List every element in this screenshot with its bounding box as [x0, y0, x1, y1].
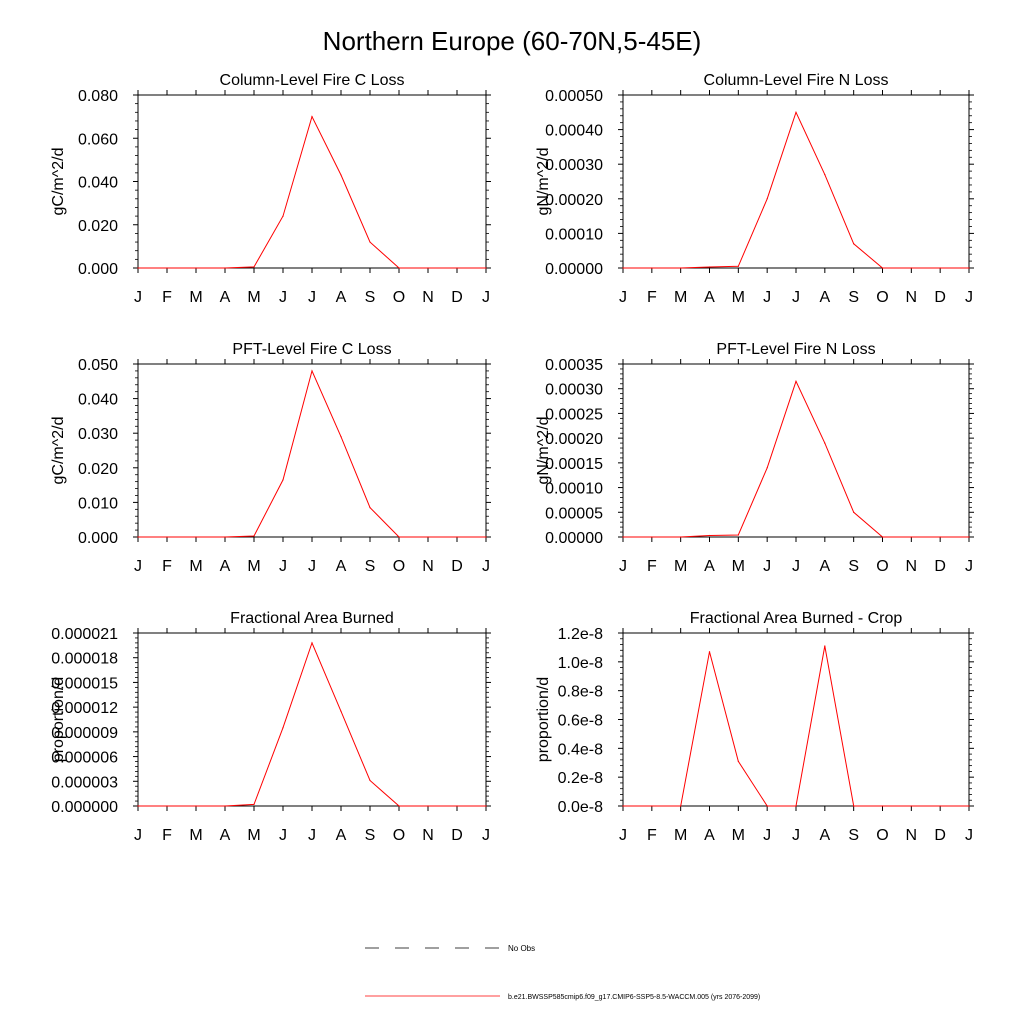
- y-tick-label: 0.000012: [51, 700, 118, 718]
- data-point: [911, 805, 912, 806]
- data-point: [166, 805, 167, 806]
- data-point: [137, 805, 138, 806]
- data-point: [853, 243, 854, 244]
- data-point: [282, 216, 283, 217]
- data-point: [369, 241, 370, 242]
- x-tick-label: A: [819, 289, 831, 306]
- data-point: [824, 442, 825, 443]
- x-tick-label: D: [934, 558, 946, 575]
- plot-frame: [138, 364, 486, 537]
- x-tick-label: N: [422, 558, 434, 575]
- data-point: [795, 805, 796, 806]
- data-point: [911, 267, 912, 268]
- x-tick-label: J: [965, 289, 973, 306]
- data-point: [882, 536, 883, 537]
- y-axis-label: proportion/d: [535, 676, 552, 763]
- panel-title: Fractional Area Burned: [230, 610, 394, 627]
- series-line: [138, 643, 486, 806]
- x-tick-label: M: [674, 558, 688, 575]
- y-tick-label: 0.00040: [545, 122, 603, 140]
- data-point: [166, 536, 167, 537]
- x-tick-label: A: [219, 289, 231, 306]
- x-tick-label: N: [422, 827, 434, 844]
- legend-label-no-obs: No Obs: [508, 944, 536, 953]
- x-tick-label: D: [451, 289, 463, 306]
- data-point: [882, 805, 883, 806]
- panel-grid: [50, 72, 974, 844]
- data-point: [311, 642, 312, 643]
- data-point: [253, 266, 254, 267]
- data-point: [940, 267, 941, 268]
- y-tick-label: 0.00005: [545, 505, 603, 523]
- y-tick-label: 0.000015: [51, 675, 118, 693]
- x-tick-label: A: [704, 289, 715, 306]
- x-tick-label: J: [763, 827, 772, 844]
- data-point: [911, 536, 912, 537]
- x-tick-label: J: [792, 289, 800, 306]
- x-tick-label: J: [482, 289, 490, 306]
- data-point: [824, 645, 825, 646]
- y-axis-label: gN/m^2/d: [535, 147, 552, 216]
- data-point: [824, 174, 825, 175]
- y-tick-label: 0.050: [77, 357, 118, 374]
- y-tick-label: 1.2e-8: [557, 626, 603, 643]
- data-point: [680, 805, 681, 806]
- panel-title: PFT-Level Fire C Loss: [232, 341, 392, 358]
- y-tick-label: 0.00030: [545, 157, 603, 175]
- data-point: [369, 780, 370, 781]
- data-point: [622, 805, 623, 806]
- x-tick-label: A: [819, 827, 831, 844]
- x-tick-label: J: [134, 827, 142, 844]
- x-tick-label: J: [482, 827, 490, 844]
- legend-label-model-run: b.e21.BWSSP585cmip6.f09_g17.CMIP6-SSP5-8.5-WACCM.005 (yrs 2076-2099): [508, 994, 761, 1001]
- y-tick-label: 0.6e-8: [557, 712, 603, 730]
- plot-frame: [623, 633, 969, 806]
- y-tick-label: 0.000000: [51, 799, 118, 816]
- data-point: [968, 267, 969, 268]
- y-tick-label: 0.00020: [545, 431, 603, 449]
- x-tick-label: J: [482, 558, 490, 575]
- x-tick-label: F: [162, 289, 172, 306]
- y-tick-label: 0.00050: [545, 88, 603, 105]
- x-tick-label: A: [219, 558, 231, 575]
- data-point: [224, 267, 225, 268]
- data-point: [369, 507, 370, 508]
- x-tick-label: O: [876, 558, 889, 575]
- data-point: [398, 536, 399, 537]
- y-tick-label: 1.0e-8: [557, 654, 603, 672]
- x-tick-label: N: [905, 289, 918, 306]
- x-tick-label: M: [674, 827, 688, 844]
- y-tick-label: 0.000: [77, 261, 118, 278]
- x-tick-label: J: [792, 827, 800, 844]
- x-tick-label: S: [364, 558, 376, 575]
- data-point: [340, 436, 341, 437]
- x-tick-label: S: [848, 827, 860, 844]
- figure-title: Northern Europe (60-70N,5-45E): [322, 26, 702, 56]
- x-tick-label: J: [279, 558, 287, 575]
- data-point: [738, 266, 739, 267]
- panel-column-level-fire-c-loss: [50, 72, 491, 306]
- data-point: [398, 805, 399, 806]
- x-tick-label: N: [905, 827, 918, 844]
- x-tick-label: N: [422, 289, 434, 306]
- x-tick-label: A: [335, 289, 347, 306]
- data-point: [853, 805, 854, 806]
- x-tick-label: J: [134, 558, 142, 575]
- x-tick-label: J: [619, 827, 627, 844]
- series-line: [138, 117, 486, 268]
- data-point: [853, 512, 854, 513]
- x-tick-label: F: [646, 558, 657, 575]
- x-tick-label: M: [247, 827, 261, 844]
- x-tick-label: M: [674, 289, 688, 306]
- x-tick-label: S: [364, 289, 376, 306]
- data-point: [651, 267, 652, 268]
- x-tick-label: M: [731, 289, 745, 306]
- y-tick-label: 0.00015: [545, 455, 603, 473]
- data-point: [485, 267, 486, 268]
- y-tick-label: 0.020: [77, 460, 118, 478]
- plot-frame: [138, 95, 486, 268]
- x-tick-label: F: [162, 558, 172, 575]
- data-point: [195, 805, 196, 806]
- y-tick-label: 0.00030: [545, 381, 603, 399]
- data-point: [651, 805, 652, 806]
- x-tick-label: A: [335, 827, 347, 844]
- x-tick-label: J: [763, 558, 772, 575]
- data-point: [680, 267, 681, 268]
- y-tick-label: 0.00010: [545, 226, 603, 244]
- x-tick-label: S: [364, 827, 376, 844]
- x-tick-label: J: [619, 558, 627, 575]
- y-tick-label: 0.8e-8: [557, 683, 603, 701]
- x-tick-label: J: [965, 827, 973, 844]
- data-point: [253, 804, 254, 805]
- y-tick-label: 0.4e-8: [557, 741, 603, 759]
- x-tick-label: N: [905, 558, 918, 575]
- x-tick-label: F: [646, 827, 657, 844]
- data-point: [427, 267, 428, 268]
- x-tick-label: F: [646, 289, 657, 306]
- data-point: [485, 805, 486, 806]
- data-point: [195, 536, 196, 537]
- x-tick-label: J: [619, 289, 627, 306]
- x-tick-label: J: [134, 289, 142, 306]
- data-point: [166, 267, 167, 268]
- data-point: [767, 467, 768, 468]
- x-tick-label: A: [704, 827, 715, 844]
- data-point: [680, 536, 681, 537]
- data-point: [427, 805, 428, 806]
- y-tick-label: 0.000: [77, 530, 118, 547]
- data-point: [398, 267, 399, 268]
- data-point: [795, 381, 796, 382]
- plot-frame: [623, 95, 969, 268]
- legend-item-no-obs: [365, 944, 535, 953]
- series-line: [623, 381, 969, 537]
- data-point: [622, 536, 623, 537]
- y-tick-label: 0.000006: [51, 749, 118, 767]
- data-point: [940, 805, 941, 806]
- x-tick-label: D: [451, 558, 463, 575]
- data-point: [427, 536, 428, 537]
- y-axis-label: gC/m^2/d: [50, 147, 67, 216]
- y-tick-label: 0.00035: [545, 357, 603, 374]
- legend: [365, 944, 760, 1001]
- y-tick-label: 0.2e-8: [557, 770, 603, 788]
- y-tick-label: 0.000009: [51, 724, 118, 742]
- plot-frame: [623, 364, 969, 537]
- x-tick-label: M: [731, 827, 745, 844]
- data-point: [968, 805, 969, 806]
- x-tick-label: J: [792, 558, 800, 575]
- data-point: [137, 536, 138, 537]
- data-point: [738, 534, 739, 535]
- x-tick-label: M: [731, 558, 745, 575]
- panel-column-level-fire-n-loss: [535, 72, 974, 306]
- y-tick-label: 0.000018: [51, 650, 118, 668]
- data-point: [795, 112, 796, 113]
- data-point: [311, 116, 312, 117]
- series-line: [138, 371, 486, 537]
- data-point: [456, 536, 457, 537]
- series-line: [623, 646, 969, 806]
- data-point: [767, 198, 768, 199]
- panel-fractional-area-burned-crop: [535, 610, 974, 844]
- data-point: [224, 536, 225, 537]
- y-axis-label: gC/m^2/d: [50, 416, 67, 485]
- data-point: [709, 266, 710, 267]
- data-point: [738, 761, 739, 762]
- y-tick-label: 0.010: [77, 495, 118, 513]
- x-tick-label: J: [308, 827, 316, 844]
- data-point: [651, 536, 652, 537]
- x-tick-label: A: [819, 558, 831, 575]
- y-axis-label: proportion/d: [50, 676, 67, 763]
- panel-fractional-area-burned: [50, 610, 491, 844]
- panel-title: Column-Level Fire N Loss: [703, 72, 889, 89]
- data-point: [622, 267, 623, 268]
- x-tick-label: J: [308, 558, 316, 575]
- y-tick-label: 0.00000: [545, 530, 603, 547]
- y-tick-label: 0.000021: [51, 626, 118, 643]
- x-tick-label: M: [247, 558, 261, 575]
- x-tick-label: S: [848, 289, 860, 306]
- x-tick-label: D: [934, 827, 946, 844]
- y-tick-label: 0.040: [77, 391, 118, 409]
- x-tick-label: D: [451, 827, 463, 844]
- panel-title: Fractional Area Burned - Crop: [689, 610, 903, 627]
- data-point: [224, 805, 225, 806]
- x-tick-label: D: [934, 289, 946, 306]
- data-point: [485, 536, 486, 537]
- legend-item-model-run: [365, 994, 760, 1001]
- y-tick-label: 0.0e-8: [557, 799, 603, 816]
- x-tick-label: A: [704, 558, 715, 575]
- data-point: [195, 267, 196, 268]
- panel-pft-level-fire-c-loss: [50, 341, 491, 575]
- data-point: [968, 536, 969, 537]
- data-point: [137, 267, 138, 268]
- y-axis-label: gN/m^2/d: [535, 416, 552, 485]
- y-tick-label: 0.020: [77, 217, 118, 235]
- x-tick-label: S: [848, 558, 860, 575]
- data-point: [282, 479, 283, 480]
- y-tick-label: 0.00010: [545, 480, 603, 498]
- y-tick-label: 0.00020: [545, 191, 603, 209]
- y-tick-label: 0.060: [77, 131, 118, 149]
- data-point: [709, 535, 710, 536]
- x-tick-label: J: [763, 289, 772, 306]
- x-tick-label: J: [279, 289, 287, 306]
- x-tick-label: F: [162, 827, 172, 844]
- x-tick-label: M: [247, 289, 261, 306]
- x-tick-label: M: [189, 558, 203, 575]
- x-tick-label: A: [335, 558, 347, 575]
- x-tick-label: O: [876, 289, 889, 306]
- y-tick-label: 0.030: [77, 426, 118, 444]
- y-tick-label: 0.00025: [545, 406, 603, 424]
- y-tick-label: 0.00000: [545, 261, 603, 278]
- y-tick-label: 0.000003: [51, 774, 118, 792]
- data-point: [282, 727, 283, 728]
- data-point: [340, 174, 341, 175]
- x-tick-label: J: [279, 827, 287, 844]
- data-point: [709, 651, 710, 652]
- panel-title: PFT-Level Fire N Loss: [716, 341, 876, 358]
- x-tick-label: O: [392, 827, 406, 844]
- data-point: [456, 805, 457, 806]
- x-tick-label: O: [876, 827, 889, 844]
- x-tick-label: O: [392, 289, 406, 306]
- data-point: [882, 267, 883, 268]
- data-point: [767, 805, 768, 806]
- data-point: [311, 370, 312, 371]
- y-tick-label: 0.080: [77, 88, 118, 105]
- plot-frame: [138, 633, 486, 806]
- series-line: [623, 112, 969, 268]
- x-tick-label: J: [965, 558, 973, 575]
- x-tick-label: M: [189, 827, 203, 844]
- x-tick-label: M: [189, 289, 203, 306]
- y-tick-label: 0.040: [77, 174, 118, 192]
- data-point: [456, 267, 457, 268]
- x-tick-label: J: [308, 289, 316, 306]
- data-point: [340, 711, 341, 712]
- x-tick-label: A: [219, 827, 231, 844]
- panel-pft-level-fire-n-loss: [535, 341, 974, 575]
- data-point: [940, 536, 941, 537]
- x-tick-label: O: [392, 558, 406, 575]
- panel-title: Column-Level Fire C Loss: [219, 72, 405, 89]
- data-point: [253, 535, 254, 536]
